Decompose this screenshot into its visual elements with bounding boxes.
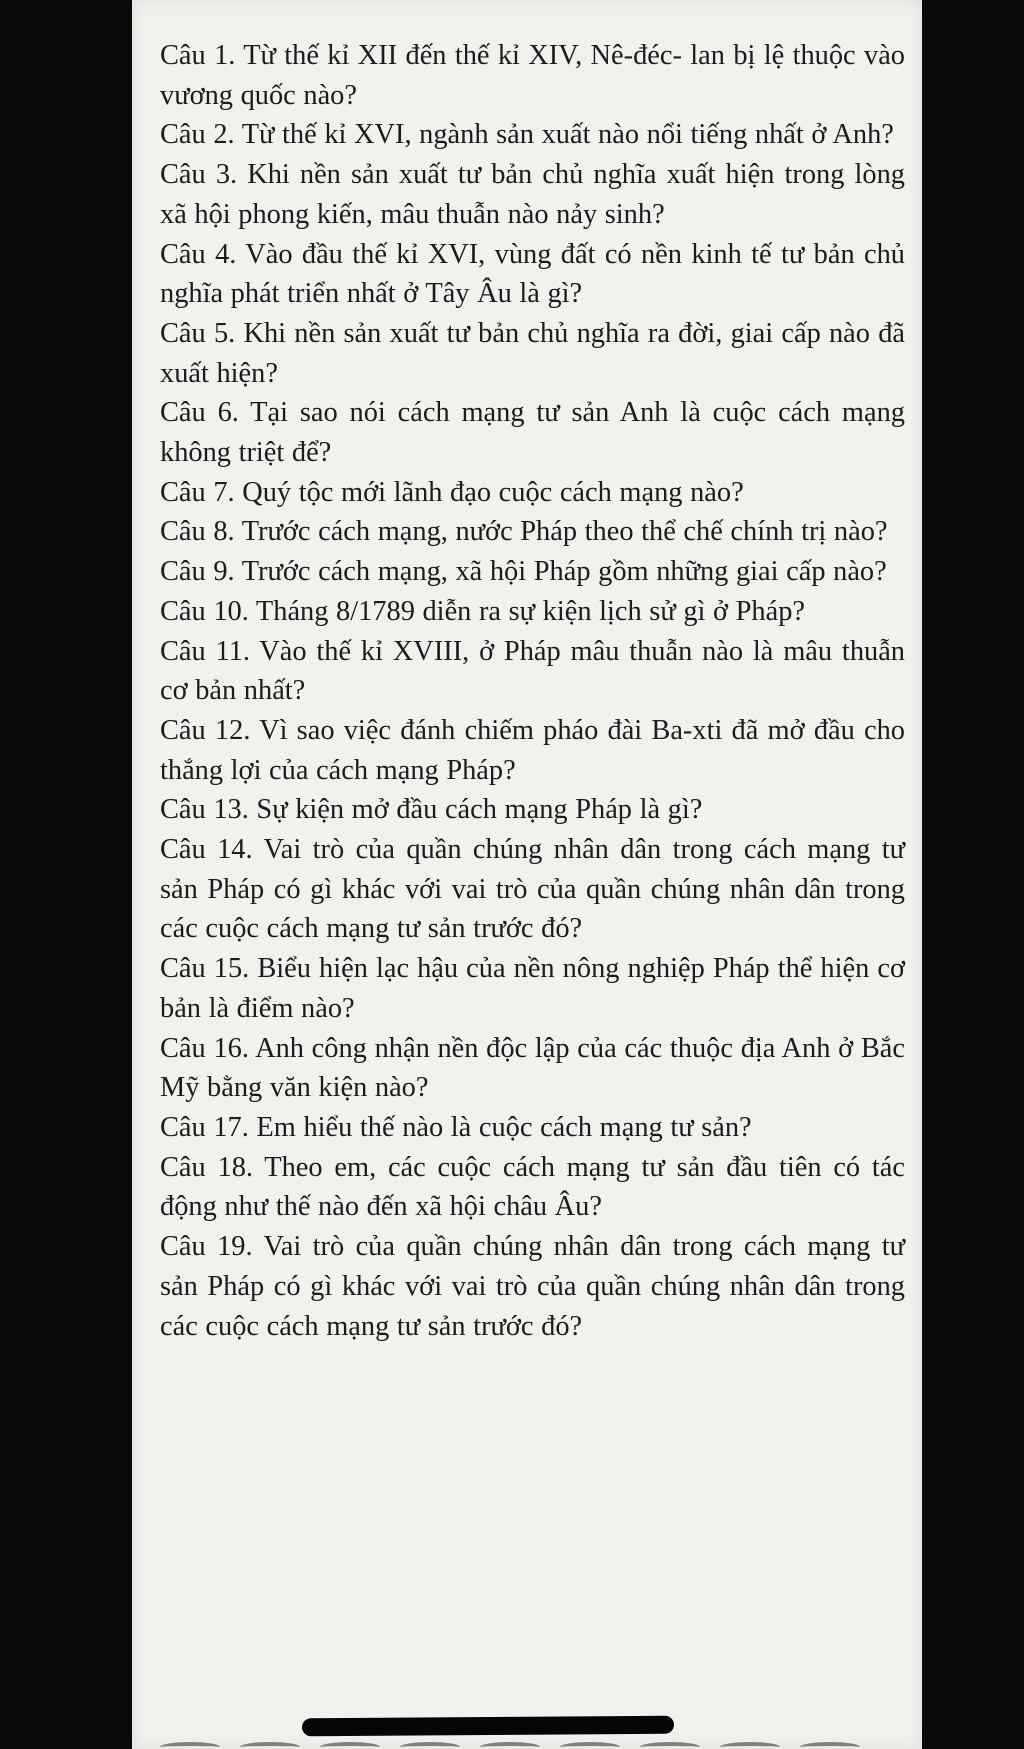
redaction-scribble — [302, 1716, 674, 1737]
question-14: Câu 14. Vai trò của quần chúng nhân dân trong cách mạng tư sản Pháp có gì khác với vai trò của quần chúng nhân dân trong các cuộc cách mạng tư sản trước đó? — [160, 834, 905, 945]
question-7: Câu 7. Quý tộc mới lãnh đạo cuộc cách mạng nào? — [160, 476, 744, 508]
question-12: Câu 12. Vì sao việc đánh chiếm pháo đài Ba-xti đã mở đầu cho thắng lợi của cách mạng Pháp? — [160, 714, 905, 786]
question-3: Câu 3. Khi nền sản xuất tư bản chủ nghĩa xuất hiện trong lòng xã hội phong kiến, mâu thuẫn nào nảy sinh? — [160, 159, 905, 230]
question-13: Câu 13. Sự kiện mở đầu cách mạng Pháp là gì? — [160, 794, 703, 826]
question-17: Câu 17. Em hiểu thế nào là cuộc cách mạng tư sản? — [160, 1111, 752, 1143]
question-9: Câu 9. Trước cách mạng, xã hội Pháp gồm những giai cấp nào? — [160, 556, 887, 588]
question-1: Câu 1. Từ thế kỉ XII đến thế kỉ XIV, Nê-đéc- lan bị lệ thuộc vào vương quốc nào? — [160, 40, 905, 111]
question-19: Câu 19. Vai trò của quần chúng nhân dân trong cách mạng tư sản Pháp có gì khác với vai trò của quần chúng nhân dân trong các cuộc cách mạng tư sản trước đó? — [160, 1231, 905, 1342]
question-15: Câu 15. Biểu hiện lạc hậu của nền nông nghiệp Pháp thể hiện cơ bản là điểm nào? — [160, 953, 905, 1024]
question-2: Câu 2. Từ thế kỉ XVI, ngành sản xuất nào nổi tiếng nhất ở Anh? — [160, 119, 894, 151]
question-list — [160, 36, 905, 1346]
question-5: Câu 5. Khi nền sản xuất tư bản chủ nghĩa ra đời, giai cấp nào đã xuất hiện? — [160, 317, 905, 389]
question-6: Câu 6. Tại sao nói cách mạng tư sản Anh là cuộc cách mạng không triệt để? — [160, 397, 905, 469]
question-8: Câu 8. Trước cách mạng, nước Pháp theo thể chế chính trị nào? — [160, 516, 888, 548]
question-18: Câu 18. Theo em, các cuộc cách mạng tư sản đầu tiên có tác động như thế nào đến xã hội châu Âu? — [160, 1151, 905, 1223]
question-11: Câu 11. Vào thế kỉ XVIII, ở Pháp mâu thuẫn nào là mâu thuẫn cơ bản nhất? — [160, 635, 905, 707]
question-16: Câu 16. Anh công nhận nền độc lập của các thuộc địa Anh ở Bắc Mỹ bằng văn kiện nào? — [160, 1032, 905, 1104]
cut-off-next-line — [160, 1736, 905, 1749]
question-10: Câu 10. Tháng 8/1789 diễn ra sự kiện lịch sử gì ở Pháp? — [160, 595, 806, 627]
question-4: Câu 4. Vào đầu thế kỉ XVI, vùng đất có nền kinh tế tư bản chủ nghĩa phát triển nhất ở Tây Âu là gì? — [160, 238, 905, 310]
